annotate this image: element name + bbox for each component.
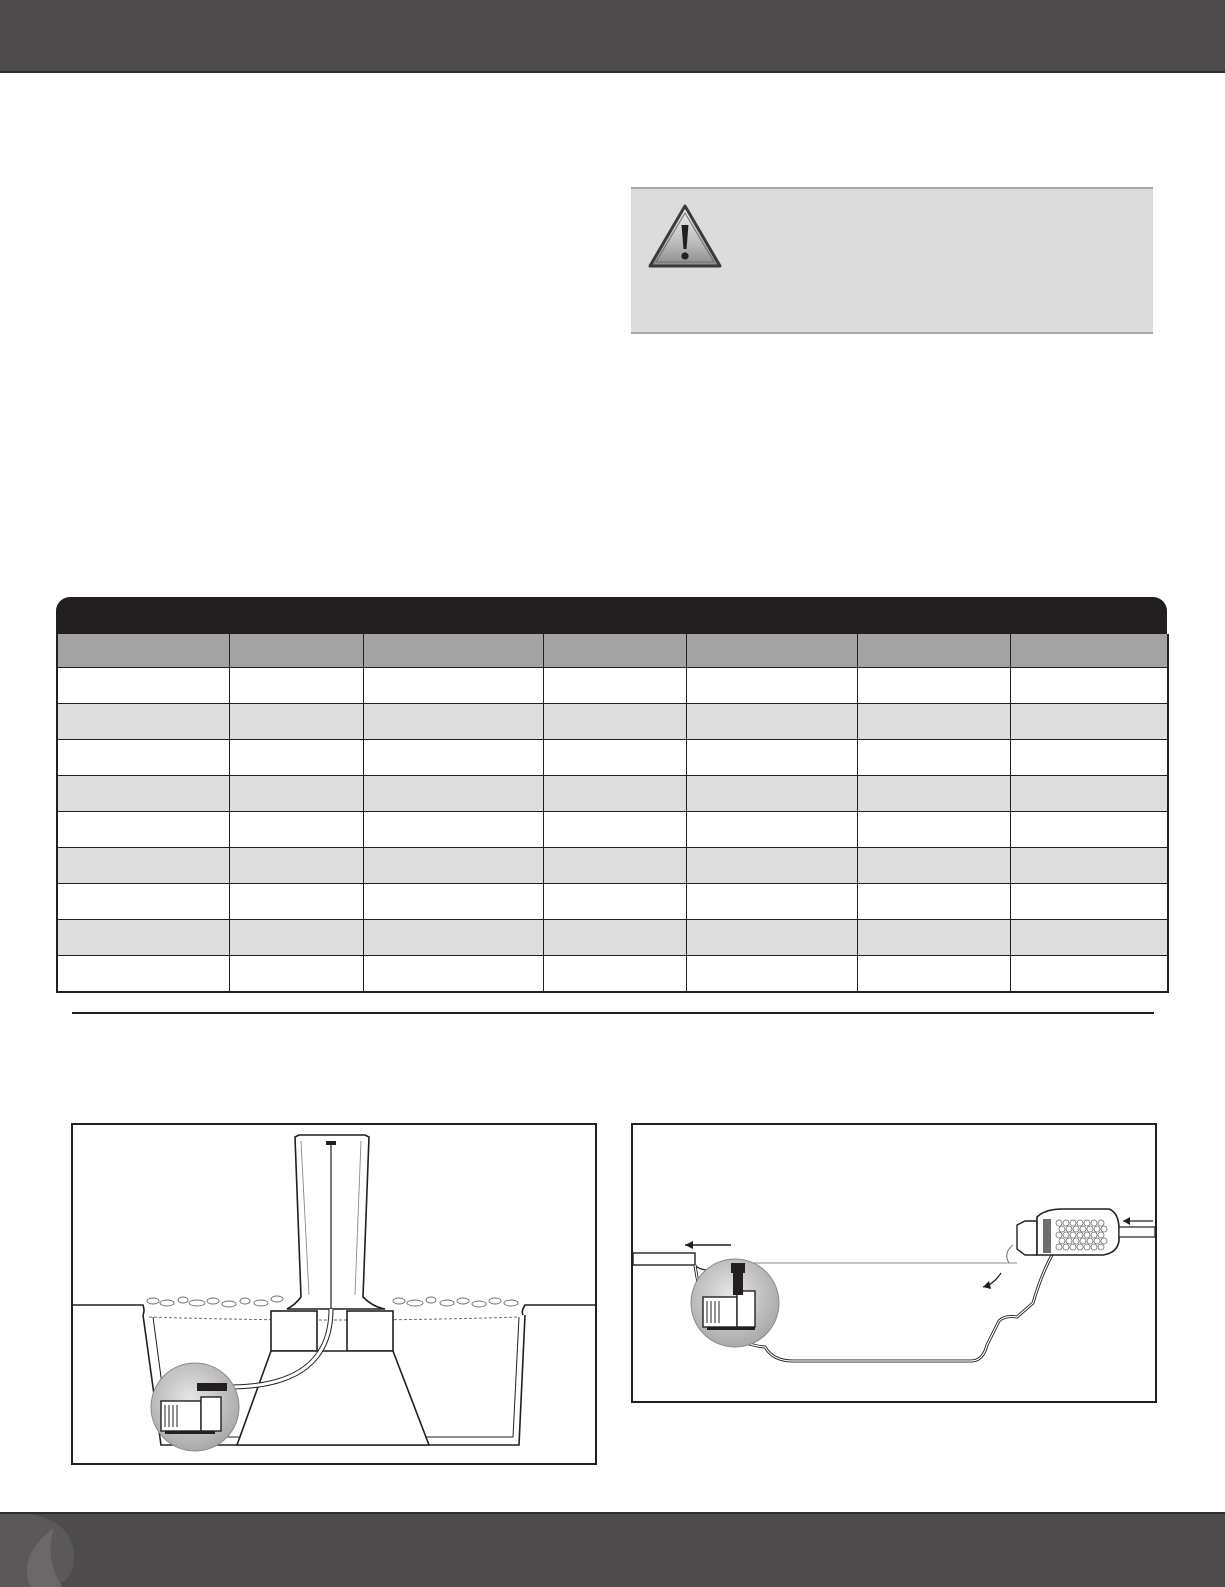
table-cell bbox=[857, 884, 1010, 920]
table-cell bbox=[57, 740, 229, 776]
leaf-logo-icon bbox=[0, 1514, 80, 1587]
table-cell bbox=[1010, 848, 1168, 884]
table-cell bbox=[857, 704, 1010, 740]
table-cell bbox=[543, 776, 686, 812]
table-cell bbox=[857, 776, 1010, 812]
table-cell bbox=[857, 956, 1010, 993]
table-row bbox=[57, 668, 1168, 704]
table-cell bbox=[229, 668, 363, 704]
table-title-bar bbox=[56, 597, 1167, 634]
table-cell bbox=[1010, 740, 1168, 776]
column-header bbox=[1010, 634, 1168, 668]
table-cell bbox=[1010, 776, 1168, 812]
spec-table-grid bbox=[56, 634, 1169, 993]
table-row bbox=[57, 956, 1168, 993]
table-row bbox=[57, 884, 1168, 920]
table-cell bbox=[363, 848, 543, 884]
table-cell bbox=[857, 848, 1010, 884]
table-cell bbox=[363, 884, 543, 920]
table-cell bbox=[57, 668, 229, 704]
column-header bbox=[686, 634, 857, 668]
table-cell bbox=[363, 704, 543, 740]
table-cell bbox=[686, 848, 857, 884]
warning-callout bbox=[631, 187, 1153, 334]
table-cell bbox=[543, 740, 686, 776]
table-cell bbox=[57, 956, 229, 993]
warning-triangle-icon bbox=[647, 203, 723, 271]
table-cell bbox=[686, 956, 857, 993]
table-cell bbox=[857, 740, 1010, 776]
table-cell bbox=[1010, 704, 1168, 740]
table-row bbox=[57, 776, 1168, 812]
table-cell bbox=[686, 668, 857, 704]
table-cell bbox=[229, 956, 363, 993]
table-cell bbox=[686, 740, 857, 776]
table-cell bbox=[1010, 812, 1168, 848]
figure-pond-filter bbox=[631, 1123, 1157, 1403]
table-cell bbox=[686, 776, 857, 812]
table-cell bbox=[686, 812, 857, 848]
table-cell bbox=[229, 848, 363, 884]
page-footer-bar bbox=[0, 1512, 1225, 1587]
table-cell bbox=[229, 704, 363, 740]
table-cell bbox=[543, 920, 686, 956]
table-cell bbox=[57, 776, 229, 812]
table-cell bbox=[229, 812, 363, 848]
table-row bbox=[57, 812, 1168, 848]
table-cell bbox=[543, 668, 686, 704]
table-cell bbox=[686, 884, 857, 920]
column-header bbox=[363, 634, 543, 668]
table-cell bbox=[57, 920, 229, 956]
table-row bbox=[57, 704, 1168, 740]
table-row bbox=[57, 848, 1168, 884]
fountain-pump-installation-illustration bbox=[73, 1125, 595, 1463]
table-cell bbox=[363, 812, 543, 848]
table-cell bbox=[543, 884, 686, 920]
table-cell bbox=[543, 848, 686, 884]
column-header bbox=[543, 634, 686, 668]
table-cell bbox=[686, 920, 857, 956]
column-header bbox=[857, 634, 1010, 668]
table-header-row bbox=[57, 634, 1168, 668]
table-cell bbox=[543, 812, 686, 848]
table-cell bbox=[1010, 884, 1168, 920]
pond-pump-waterfall-filter-illustration bbox=[633, 1125, 1155, 1401]
table-cell bbox=[229, 776, 363, 812]
page-header-bar bbox=[0, 0, 1225, 73]
table-cell bbox=[1010, 668, 1168, 704]
table-cell bbox=[857, 920, 1010, 956]
table-cell bbox=[363, 740, 543, 776]
table-cell bbox=[229, 740, 363, 776]
table-cell bbox=[1010, 920, 1168, 956]
table-cell bbox=[857, 812, 1010, 848]
figure-fountain-installation bbox=[71, 1123, 597, 1465]
table-cell bbox=[857, 668, 1010, 704]
table-cell bbox=[363, 956, 543, 993]
table-cell bbox=[363, 920, 543, 956]
table-cell bbox=[543, 956, 686, 993]
table-cell bbox=[229, 920, 363, 956]
table-cell bbox=[57, 884, 229, 920]
table-cell bbox=[363, 776, 543, 812]
table-cell bbox=[57, 704, 229, 740]
table-cell bbox=[229, 884, 363, 920]
table-row bbox=[57, 740, 1168, 776]
table-cell bbox=[363, 668, 543, 704]
column-header bbox=[57, 634, 229, 668]
table-cell bbox=[57, 812, 229, 848]
table-cell bbox=[543, 704, 686, 740]
table-row bbox=[57, 920, 1168, 956]
spec-table bbox=[56, 597, 1167, 993]
table-cell bbox=[57, 848, 229, 884]
section-divider bbox=[72, 1012, 1154, 1014]
column-header bbox=[229, 634, 363, 668]
table-cell bbox=[686, 704, 857, 740]
table-cell bbox=[1010, 956, 1168, 993]
